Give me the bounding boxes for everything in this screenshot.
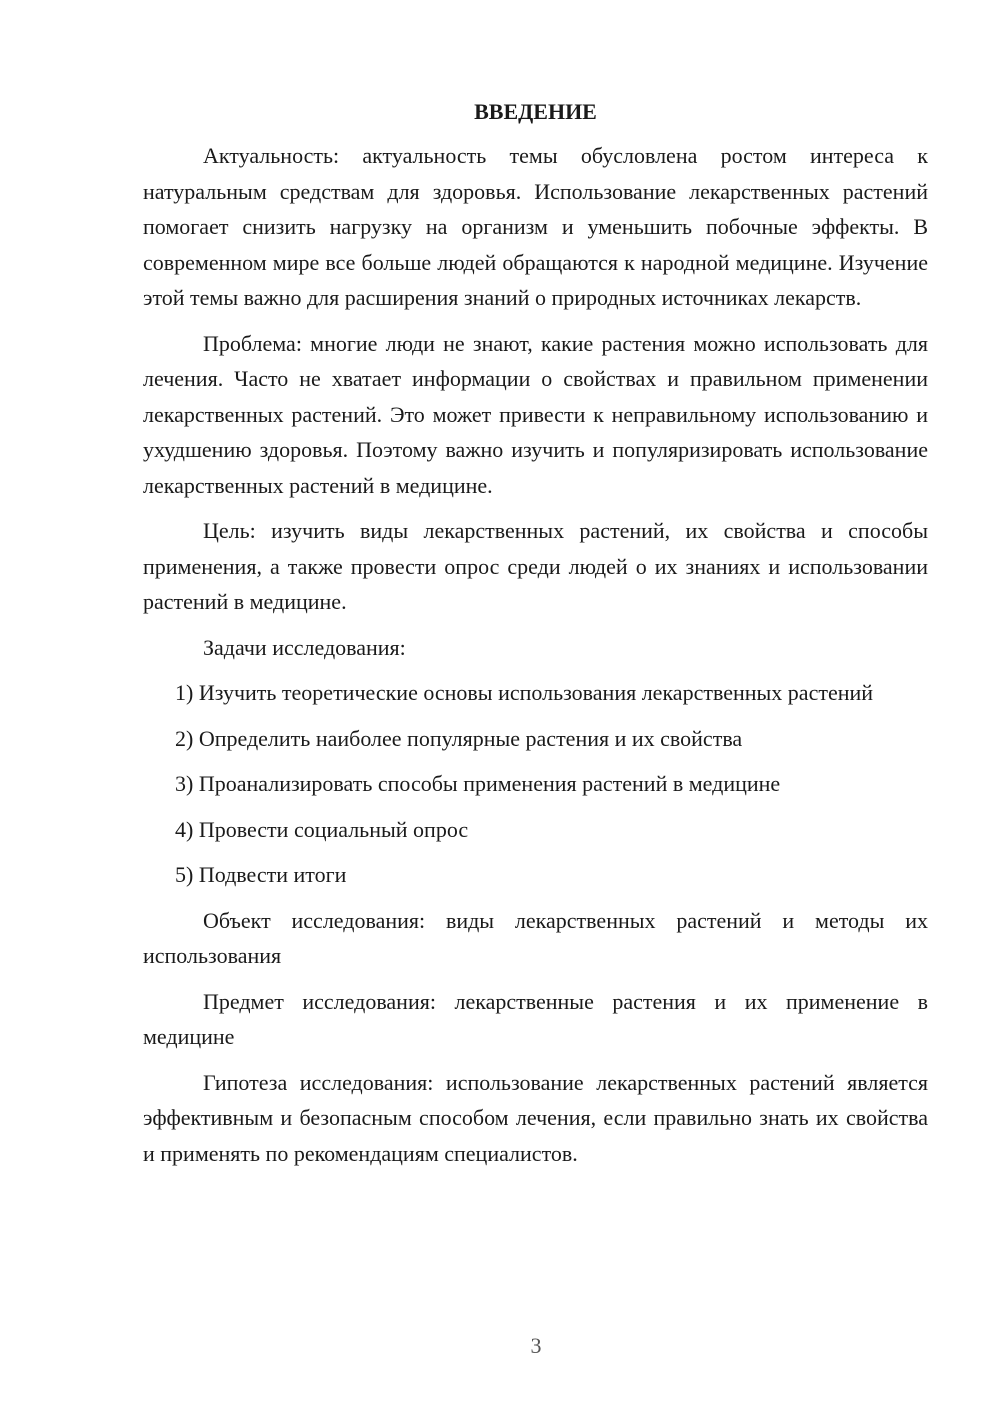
task-item: 4) Провести социальный опрос (175, 816, 469, 842)
goal-paragraph: Цель: изучить виды лекарственных растений, их свойства и способы применения, а также провести опрос среди людей о их знаниях и использовании растений в медицине. (143, 518, 928, 614)
task-item: 1) Изучить теоретические основы использования лекарственных растений (175, 680, 874, 705)
problem-paragraph: Проблема: многие люди не знают, какие растения можно использовать для лечения. Часто не хватает информации о свойствах и правильном применении лекарственных растений. Это может привести к неправильному использованию и ухудшению здоровья. Поэтому важно изучить и популяризировать использование лекарственных растений в медицине. (143, 330, 928, 498)
object-paragraph: Объект исследования: виды лекарственных растений и методы их использования (143, 907, 928, 968)
relevance-paragraph: Актуальность: актуальность темы обусловлена ростом интереса к натуральным средствам для здоровья. Использование лекарственных растений помогает снизить нагрузку на организм и уменьшить побочные эффекты. В современном мире все больше людей обращаются к народной медицине. Изучение этой темы важно для расширения знаний о природных источниках лекарств. (143, 143, 928, 310)
task-item: 5) Подвести итоги (175, 862, 347, 887)
task-item: 2) Определить наиболее популярные растения и их свойства (175, 725, 743, 751)
page-number: 3 (530, 1333, 542, 1358)
subject-paragraph: Предмет исследования: лекарственные растения и их применение в медицине (143, 988, 928, 1049)
document-page (143, 95, 928, 1181)
task-item: 3) Проанализировать способы применения растений в медицине (175, 771, 781, 796)
hypothesis-paragraph: Гипотеза исследования: использование лекарственных растений является эффективным и безопасным способом лечения, если правильно знать их свойства и применять по рекомендациям специалистов. (143, 1069, 928, 1166)
tasks-heading: Задачи исследования: (203, 634, 406, 660)
section-title: ВВЕДЕНИЕ (474, 99, 597, 124)
